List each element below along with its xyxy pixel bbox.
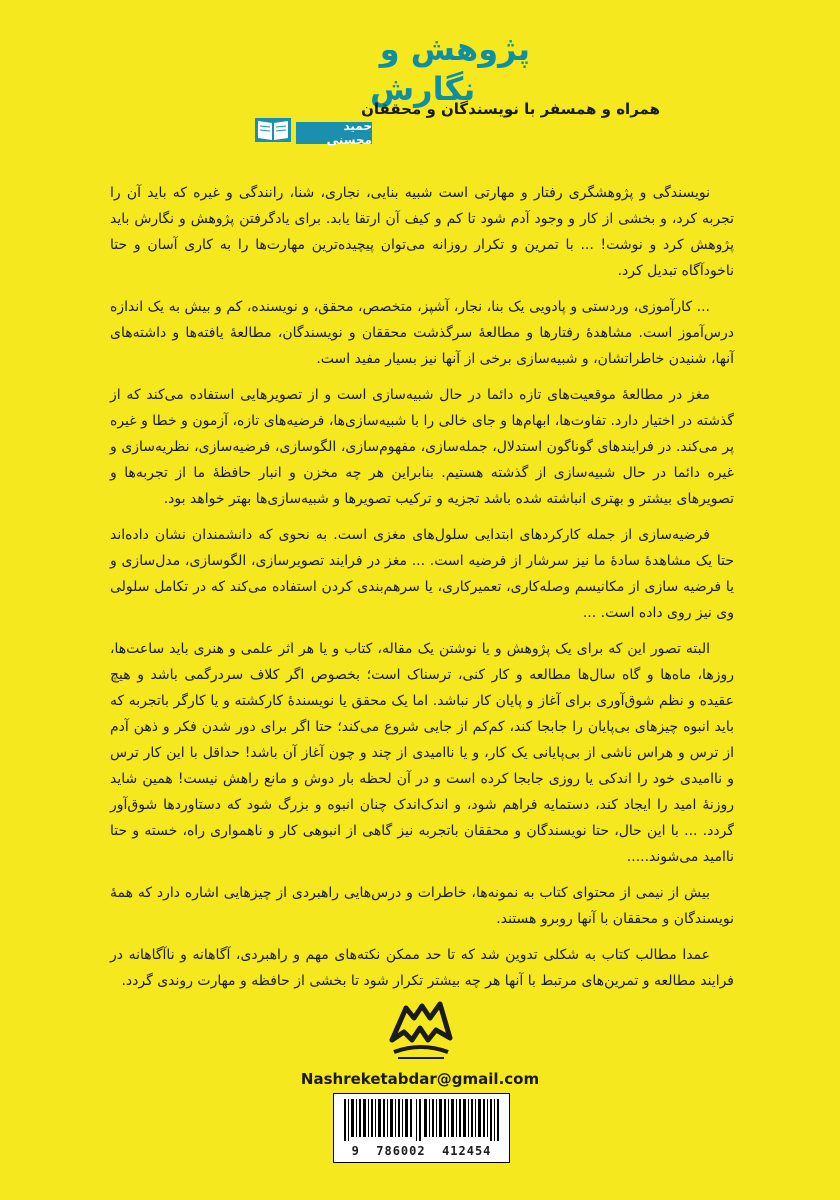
isbn-barcode (333, 1093, 510, 1163)
paragraph: البته تصور این که برای یک پژوهش و یا نوشتن یک مقاله، کتاب و یا هر اثر علمی و هنری باید ساعت‌ها، روزها، ماه‌ها و گاه سال‌ها مطالعه و کار کنی، ترسناک است؛ بخصوص اگر کلاف سردرگمی باشد و هیچ عقیده و نظم شوق‌آوری برای آغاز و پایان کار نباشد. اما یک محقق یا نویسندهٔ کارکشته و یا کارگر باتجربه که باید انبوه چیزهای بی‌پایان را جابجا کند، کم‌کم از جایی شروع می‌کند؛ حتا اگر برای دور شدن فکر و ذهن آدم از ترس و هراس ناشی از بی‌پایانی یک کار، و یا ناامیدی از چند و چون آغاز آن باشد! حداقل با این کار ترس و ناامیدی خود را اندکی یا روزی جابجا کرده است و در آن لحظه بار دوش و مانع راهش نیست! همین شاید روزنهٔ امید را ایجاد کند، دستمایه فراهم شود، و اندک‌اندک چنان انبوه و بزرگ شود که دستاوردها شوق‌آور گردد. ... با این حال، حتا نویسندگان و محققان باتجربه نیز گاهی از انبوهی کار و ناهمواری راه، خسته و حتا ناامید می‌شوند..... (110, 641, 734, 865)
paragraph: فرضیه‌سازی از جمله کارکردهای ابتدایی سلول‌های مغزی است. به نحوی که دانشمندان نشان داده‌اند حتا یک مشاهدهٔ سادهٔ ما نیز سرشار از فرضیه است. ... مغز در فرایند تصویرسازی، الگوسازی، مدل‌سازی و یا فرضیه سازی از مکانیسم وصله‌کاری، تعمیرکاری، یا سرهم‌بندی کردن استفاده می‌کند که در تکامل سلولی وی نیز روی داده است. ... (110, 527, 734, 621)
paragraph: عمدا مطالب کتاب به شکلی تدوین شد که تا حد ممکن نکته‌های مهم و راهبردی، آگاهانه و ناآگاهانه در فرایند مطالعه و تمرین‌های مرتبط با آنها هر چه بیشتر تکرار شود تا بخشی از حافظه و مهارت روندی گردد. (110, 947, 734, 989)
back-cover-text (110, 180, 734, 1004)
barcode-bars (344, 1099, 499, 1141)
author-badge: حمید محسنی (296, 122, 372, 144)
cover-subtitle: همراه و همسفر با نویسندگان و محققان (361, 100, 660, 118)
paragraph: نویسندگی و پژوهشگری رفتار و مهارتی است شبیه بنایی، نجاری، شنا، رانندگی و غیره که باید آن را تجربه کرد، و بخشی از کار و وجود آدم شود تا کم و کیف آن ارتقا یابد. برای یادگرفتن پژوهش و نگارش باید پژوهش کرد و نوشت! ... با تمرین و تکرار روزانه می‌توان پیچیده‌ترین مهارت‌ها را به کاری آسان و حتا ناخودآگاه تبدیل کرد. (110, 185, 734, 279)
paragraph: بیش از نیمی از محتوای کتاب به نمونه‌ها، خاطرات و درس‌هایی راهبردی از چیزهایی اشاره دارد که همهٔ نویسندگان و محققان با آنها روبرو هستند. (110, 885, 734, 927)
isbn-group1: 786002 (376, 1144, 426, 1158)
cover-title-line1: پژوهش و (379, 30, 530, 68)
cover-title-line2: نگارش (370, 70, 476, 108)
publisher-email[interactable]: Nashreketabdar@gmail.com (300, 1070, 540, 1088)
isbn-group2: 412454 (442, 1144, 492, 1158)
paragraph: مغز در مطالعهٔ موقعیت‌های تازه دائما در حال شبیه‌سازی است و از تصویرهایی استفاده می‌کند که از گذشته در اختیار دارد. تفاوت‌ها، ابهام‌ها و جای خالی را با شبیه‌سازی‌ها، فرضیه‌های تازه، آزمون و خطا و غیره پر می‌کند. در فرایندهای گوناگون استدلال، جمله‌سازی، مفهوم‌سازی، الگوسازی، فرضیه‌سازی، نظریه‌سازی و غیره دائما در حال شبیه‌سازی از گذشته هستیم. بنابراین هر چه مخزن و انبار حافظهٔ ما از تجربه‌ها و تصویرهای بیشتر و بهتری انباشته شده باشد تجزیه و ترکیب تصویرها و شبیه‌سازی‌ها بهتر خواهد بود. (110, 387, 734, 507)
isbn-digits (334, 1144, 509, 1158)
paragraph: ... کارآموزی، وردستی و پادویی یک بنا، نجار، آشپز، متخصص، محقق، و نویسنده، کم و بیش به یک اندازه درس‌آموز است. مشاهدهٔ رفتارها و مطالعهٔ سرگذشت محققان و نویسندگان، مطالعهٔ یافته‌ها و داشته‌های آنها، شنیدن خاطراتشان، و شبیه‌سازی برخی از آنها نیز بسیار مفید است. (110, 299, 734, 367)
publisher-logo-icon (384, 1000, 458, 1064)
isbn-prefix: 9 (351, 1144, 360, 1158)
open-book-icon (254, 116, 292, 144)
